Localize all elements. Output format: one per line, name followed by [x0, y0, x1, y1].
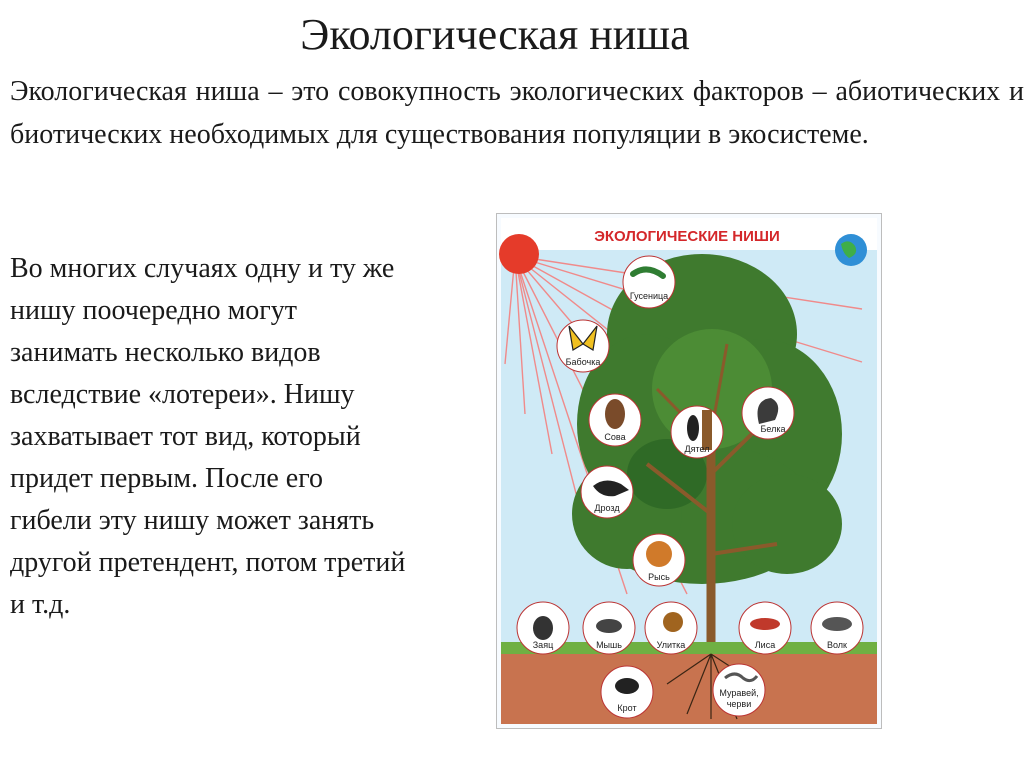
butterfly-niche: [557, 320, 609, 372]
soil-layer: [501, 654, 877, 724]
snail-niche: [645, 602, 697, 654]
hare-niche: [517, 602, 569, 654]
owl-niche: [589, 394, 641, 446]
svg-text:Белка: Белка: [760, 424, 786, 434]
svg-text:Крот: Крот: [617, 703, 637, 713]
owl-icon: [605, 399, 625, 429]
snail-icon: [663, 612, 683, 632]
woodpecker-niche: [671, 406, 723, 458]
lynx-icon: [646, 541, 672, 567]
definition-text: Экологическая ниша – это совокупность экологических факторов – абиотических и биотических необходимых для существования популяции в экосистеме.: [10, 76, 1024, 150]
ants-worms-niche: [713, 664, 765, 716]
wolf-icon: [822, 617, 852, 631]
ecological-niches-poster: [496, 213, 882, 729]
svg-text:Муравей,: Муравей,: [719, 688, 759, 698]
svg-text:черви: черви: [726, 699, 752, 709]
svg-text:Заяц: Заяц: [532, 640, 554, 650]
svg-text:Бабочка: Бабочка: [565, 357, 601, 367]
hare-icon: [533, 616, 553, 640]
svg-text:Лиса: Лиса: [754, 640, 776, 650]
lynx-niche: [633, 534, 685, 586]
svg-text:Гусеница: Гусеница: [629, 291, 669, 301]
svg-text:Дрозд: Дрозд: [594, 503, 620, 513]
svg-text:Мышь: Мышь: [596, 640, 622, 650]
mole-niche: [601, 666, 653, 718]
svg-text:Дятел: Дятел: [684, 444, 710, 454]
fox-icon: [750, 618, 780, 630]
poster-title: ЭКОЛОГИЧЕСКИЕ НИШИ: [594, 228, 780, 245]
svg-text:Сова: Сова: [604, 432, 626, 442]
mouse-icon: [596, 619, 622, 633]
svg-text:Улитка: Улитка: [656, 640, 686, 650]
woodpecker-icon: [687, 415, 699, 441]
mole-icon: [615, 678, 639, 694]
caterpillar-niche: [623, 256, 675, 308]
body-text: Во многих случаях одну и ту же нишу поочередно могут занимать несколько видов вследствие «лотереи». Нишу захватывает тот вид, который придет первым. После его гибели эту нишу может занять другой претендент, потом третий и т.д.: [10, 253, 406, 620]
globe-icon: [835, 234, 867, 266]
squirrel-niche: [742, 387, 794, 439]
thrush-niche: [581, 466, 633, 518]
mouse-niche: [583, 602, 635, 654]
slide-title: Экологическая ниша: [300, 10, 690, 59]
wolf-niche: [811, 602, 863, 654]
fox-niche: [739, 602, 791, 654]
svg-text:Волк: Волк: [827, 640, 847, 650]
svg-text:Рысь: Рысь: [648, 572, 670, 582]
